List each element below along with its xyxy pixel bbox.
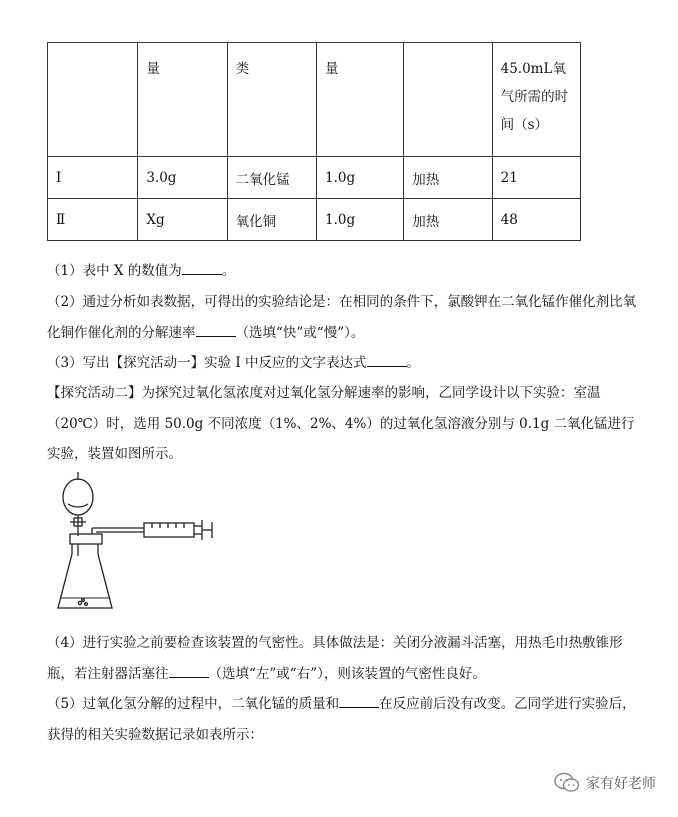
question-text: （1）表中 X 的数值为 [47,263,182,279]
activity-2-text: 【探究活动二】为探究过氧化氢浓度对过氧化氢分解速率的影响，乙同学设计以下实验：室温（20℃）时，选用 50.0g 不同浓度（1%、2%、4%）的过氧化氢溶液分别与 0.1g 二氧化锰进行实验，装置如图所示。 [47,385,635,462]
table-row [48,199,581,241]
question-text: （选填“快”或“慢”）。 [235,324,365,341]
question-2 [47,287,647,348]
experiment-table [47,42,581,241]
table-cell: 加热 [404,199,492,241]
table-cell: 1.0g [316,199,403,241]
table-cell: 45.0mL氧气所需的时间（s） [492,43,580,157]
table-cell: 二氧化锰 [227,157,316,199]
question-1 [47,256,647,287]
answer-blank [339,693,379,708]
table-cell [404,43,492,157]
question-text: （2）通过分析如表数据，可得出的实验结论是：在相同的条件下，氯酸钾在二氧化锰作催化剂比氧化铜作催化剂的分解速率 [47,294,637,341]
answer-blank [367,352,407,367]
watermark-text: 家有好老师 [586,776,656,792]
table-cell: 3.0g [138,157,227,199]
table-cell: 类 [227,43,316,157]
question-5 [47,689,647,750]
table-cell [48,43,138,157]
question-text: （4）进行实验之前要检查该装置的气密性。具体做法是：关闭分液漏斗活塞，用热毛巾热敷锥形瓶，若注射器活塞往 [47,635,623,682]
table-header-row [48,43,581,157]
question-text: 。 [406,355,421,371]
table-cell: 量 [316,43,403,157]
table-cell: Ⅰ [48,157,138,199]
apparatus-diagram [52,470,222,620]
answer-blank [196,322,236,337]
table-cell: 氧化铜 [227,199,316,241]
table-cell: 加热 [404,157,492,199]
watermark [554,772,656,794]
table-cell: Xg [138,199,227,241]
question-4 [47,628,647,689]
answer-blank [182,260,222,275]
question-text: 在反应前后没有改变。乙同学进行实验后，获得的相关实验数据记录如表所示： [47,696,636,743]
table-cell: Ⅱ [48,199,138,241]
wechat-icon [554,772,580,794]
table-row [48,157,581,199]
question-text: （选填“左”或“右”），则该装置的气密性良好。 [208,665,486,682]
question-text: （5）过氧化氢分解的过程中，二氧化锰的质量和 [47,696,340,712]
question-text: （3）写出【探究活动一】实验 I 中反应的文字表达式 [47,355,367,371]
question-3 [47,348,647,379]
answer-blank [169,663,209,678]
table-cell: 量 [138,43,227,157]
question-text: 。 [221,263,236,279]
table-cell: 48 [492,199,580,241]
table-cell: 1.0g [316,157,403,199]
table-cell: 21 [492,157,580,199]
